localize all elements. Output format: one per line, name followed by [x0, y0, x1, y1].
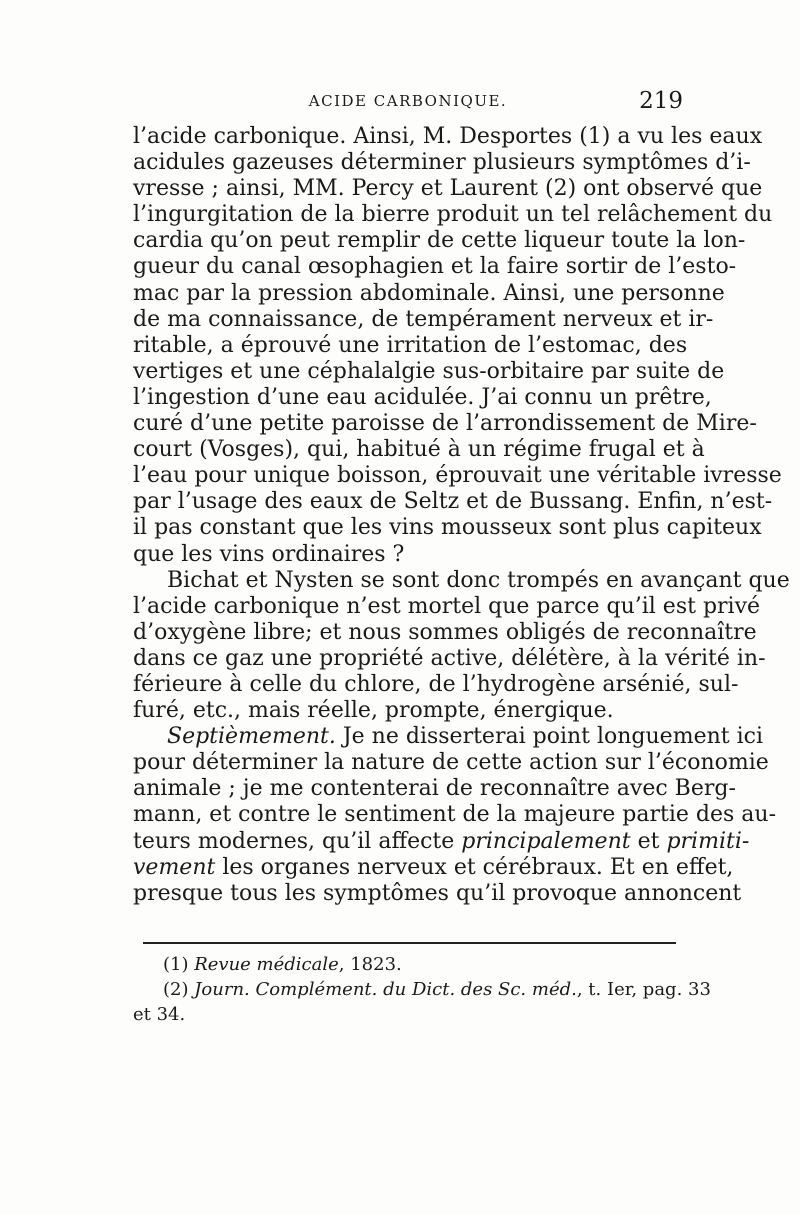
- footnote-text: , 1823.: [338, 954, 402, 975]
- text-line: vertiges et une céphalalgie sus-orbitaire par suite de: [133, 358, 725, 384]
- text-line: mac par la pression abdominale. Ainsi, une personne: [133, 280, 725, 306]
- text-line: court (Vosges), qui, habitué à un régime frugal et à: [133, 437, 705, 463]
- text-line: par l’usage des eaux de Seltz et de Bussang. Enfin, n’est-: [133, 489, 773, 515]
- text-line: acidules gazeuses déterminer plusieurs symptômes d’i-: [133, 150, 751, 176]
- paragraph-start: [133, 724, 763, 750]
- text-line: animale ; je me contenterai de reconnaître avec Berg-: [133, 776, 736, 802]
- text-line: dans ce gaz une propriété active, délétère, à la vérité in-: [133, 645, 766, 671]
- emphasis: principalement: [461, 828, 631, 854]
- footnote-text: , t. Ier, pag. 33: [576, 979, 711, 1000]
- text-run: et: [630, 828, 667, 854]
- footnote-1: [133, 952, 683, 977]
- footnote-mark: (1): [163, 954, 195, 975]
- text-line: de ma connaissance, de tempérament nerveux et ir-: [133, 306, 714, 332]
- footnote-2: [133, 977, 711, 1002]
- emphasis: primiti-: [666, 828, 750, 854]
- footnote-2-continued: et 34.: [133, 1004, 186, 1025]
- page-header: [133, 88, 683, 116]
- text-line: curé d’une petite paroisse de l’arrondissement de Mire-: [133, 411, 757, 437]
- text-line: cardia qu’on peut remplir de cette liqueur toute la lon-: [133, 228, 746, 254]
- paragraph-start: Bichat et Nysten se sont donc trompés en avançant que: [167, 567, 790, 593]
- text-line: férieure à celle du chlore, de l’hydrogène arsénié, sul-: [133, 671, 739, 697]
- footnote-mark: (2): [163, 979, 195, 1000]
- text-line: l’ingurgitation de la bierre produit un tel relâchement du: [133, 202, 773, 228]
- text-line: l’acide carbonique. Ainsi, M. Desportes (1) a vu les eaux: [133, 124, 763, 149]
- text-line: furé, etc., mais réelle, prompte, énergique.: [133, 698, 614, 724]
- text-run: les organes nerveux et cérébraux. Et en effet,: [215, 854, 734, 880]
- text-line: que les vins ordinaires ?: [133, 541, 405, 567]
- text-line: [133, 828, 750, 855]
- text-line: pour déterminer la nature de cette action sur l’économie: [133, 750, 769, 776]
- text-line: l’ingestion d’une eau acidulée. J’ai connu un prêtre,: [133, 384, 712, 410]
- footnote-rule: [143, 942, 676, 944]
- text-line: l’eau pour unique boisson, éprouvait une véritable ivresse: [133, 463, 782, 489]
- body-text: [133, 124, 790, 907]
- emphasis: vement: [133, 854, 216, 880]
- text-line: vresse ; ainsi, MM. Percy et Laurent (2) ont observé que: [133, 176, 763, 202]
- running-head: ACIDE CARBONIQUE.: [308, 92, 508, 110]
- footnotes: [133, 952, 711, 1027]
- page-number: 219: [639, 88, 683, 114]
- footnote-title: Journ. Complément. du Dict. des Sc. méd.: [194, 979, 577, 1000]
- text-line: mann, et contre le sentiment de la majeure partie des au-: [133, 802, 777, 828]
- text-line: ritable, a éprouvé une irritation de l’estomac, des: [133, 332, 688, 358]
- section-label: Septièmement.: [167, 724, 336, 750]
- footnote-title: Revue médicale: [194, 954, 339, 975]
- text-line: il pas constant que les vins mousseux sont plus capiteux: [133, 515, 762, 541]
- text-run: teurs modernes, qu’il affecte: [133, 828, 462, 854]
- text-run: Je ne disserterai point longuement ici: [342, 724, 763, 750]
- text-line: [133, 854, 734, 881]
- text-line: l’acide carbonique n’est mortel que parce qu’il est privé: [133, 593, 761, 619]
- text-line: d’oxygène libre; et nous sommes obligés de reconnaître: [133, 619, 757, 645]
- text-line: presque tous les symptômes qu’il provoque annoncent: [133, 880, 742, 906]
- text-line: gueur du canal œsophagien et la faire sortir de l’esto-: [133, 254, 737, 280]
